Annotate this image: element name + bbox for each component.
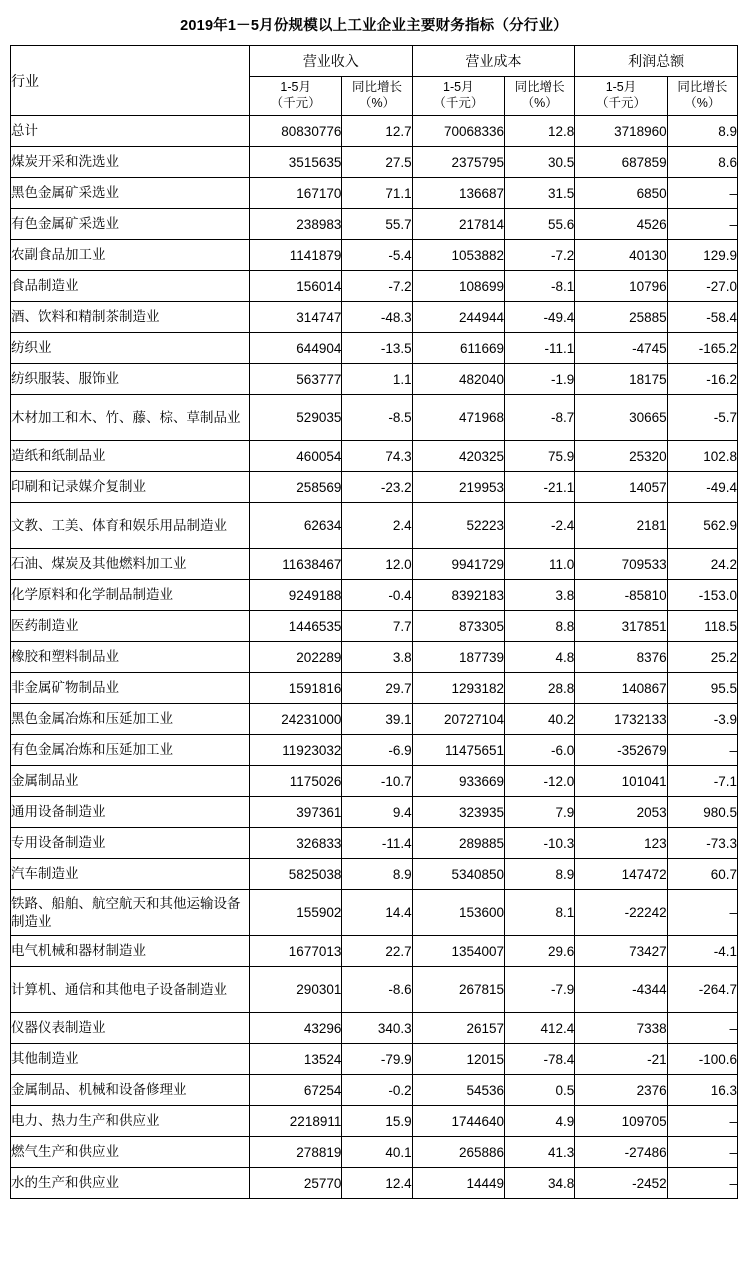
cell-revenue-value: 2218911 [249, 1106, 341, 1137]
cell-revenue-growth: -5.4 [342, 240, 412, 271]
subheader-cost-value [412, 77, 504, 116]
cell-cost-value: 289885 [412, 828, 504, 859]
cell-cost-value: 108699 [412, 271, 504, 302]
cell-profit-growth: 8.6 [667, 147, 737, 178]
cell-profit-value: -85810 [575, 580, 667, 611]
row-industry-name: 造纸和纸制品业 [11, 441, 250, 472]
subheader-line2: （%） [684, 96, 721, 110]
row-industry-name: 有色金属冶炼和压延加工业 [11, 735, 250, 766]
table-row [11, 395, 738, 441]
cell-profit-growth: -100.6 [667, 1044, 737, 1075]
cell-revenue-growth: 27.5 [342, 147, 412, 178]
cell-cost-value: 471968 [412, 395, 504, 441]
cell-cost-growth: 40.2 [505, 704, 575, 735]
cell-profit-growth: -165.2 [667, 333, 737, 364]
cell-profit-value: -352679 [575, 735, 667, 766]
table-row [11, 147, 738, 178]
cell-profit-value: -21 [575, 1044, 667, 1075]
cell-profit-value: 10796 [575, 271, 667, 302]
cell-profit-growth: -16.2 [667, 364, 737, 395]
subheader-line2: （千元） [433, 96, 484, 110]
cell-profit-growth: – [667, 1137, 737, 1168]
cell-revenue-value: 1446535 [249, 611, 341, 642]
cell-revenue-value: 1591816 [249, 673, 341, 704]
row-industry-name: 电力、热力生产和供应业 [11, 1106, 250, 1137]
cell-profit-value: 73427 [575, 936, 667, 967]
cell-revenue-growth: 39.1 [342, 704, 412, 735]
cell-profit-value: 3718960 [575, 116, 667, 147]
cell-profit-value: 18175 [575, 364, 667, 395]
cell-cost-value: 11475651 [412, 735, 504, 766]
cell-profit-growth: – [667, 209, 737, 240]
page-title: 2019年1－5月份规模以上工业企业主要财务指标（分行业） [180, 18, 568, 34]
table-row [11, 1044, 738, 1075]
cell-profit-value: 123 [575, 828, 667, 859]
cell-revenue-value: 258569 [249, 472, 341, 503]
row-industry-name: 燃气生产和供应业 [11, 1137, 250, 1168]
cell-profit-value: -27486 [575, 1137, 667, 1168]
subheader-line2: （%） [358, 96, 396, 110]
header-group-row [11, 46, 738, 77]
table-row [11, 611, 738, 642]
cell-cost-growth: 31.5 [505, 178, 575, 209]
cell-revenue-growth: 9.4 [342, 797, 412, 828]
table-row [11, 967, 738, 1013]
cell-cost-growth: 41.3 [505, 1137, 575, 1168]
cell-cost-value: 1744640 [412, 1106, 504, 1137]
table-row [11, 240, 738, 271]
cell-cost-value: 70068336 [412, 116, 504, 147]
cell-cost-value: 52223 [412, 503, 504, 549]
row-industry-name: 石油、煤炭及其他燃料加工业 [11, 549, 250, 580]
table-body [11, 116, 738, 1199]
cell-revenue-growth: 71.1 [342, 178, 412, 209]
row-industry-name: 汽车制造业 [11, 859, 250, 890]
row-industry-name: 黑色金属矿采选业 [11, 178, 250, 209]
row-industry-name: 木材加工和木、竹、藤、棕、草制品业 [11, 395, 250, 441]
table-row [11, 673, 738, 704]
cell-cost-value: 12015 [412, 1044, 504, 1075]
cell-cost-value: 933669 [412, 766, 504, 797]
cell-cost-growth: -6.0 [505, 735, 575, 766]
cell-revenue-value: 11923032 [249, 735, 341, 766]
cell-revenue-value: 5825038 [249, 859, 341, 890]
cell-cost-value: 26157 [412, 1013, 504, 1044]
cell-revenue-value: 43296 [249, 1013, 341, 1044]
row-industry-name: 酒、饮料和精制茶制造业 [11, 302, 250, 333]
table-row [11, 271, 738, 302]
subheader-profit-growth [667, 77, 737, 116]
subheader-line1: 1-5月 [605, 80, 637, 95]
cell-profit-growth: -27.0 [667, 271, 737, 302]
cell-profit-value: 1732133 [575, 704, 667, 735]
cell-profit-value: 25885 [575, 302, 667, 333]
table-row [11, 1106, 738, 1137]
table-row [11, 302, 738, 333]
cell-profit-growth: 25.2 [667, 642, 737, 673]
row-industry-name: 仪器仪表制造业 [11, 1013, 250, 1044]
cell-cost-value: 873305 [412, 611, 504, 642]
table-row [11, 642, 738, 673]
cell-revenue-growth: 3.8 [342, 642, 412, 673]
table-row [11, 1168, 738, 1199]
subheader-line1: 同比增长 [514, 80, 565, 95]
cell-cost-growth: -8.1 [505, 271, 575, 302]
cell-cost-value: 14449 [412, 1168, 504, 1199]
table-row [11, 116, 738, 147]
cell-revenue-growth: 12.4 [342, 1168, 412, 1199]
cell-revenue-growth: 2.4 [342, 503, 412, 549]
cell-cost-value: 611669 [412, 333, 504, 364]
cell-profit-value: 109705 [575, 1106, 667, 1137]
cell-profit-value: -4745 [575, 333, 667, 364]
cell-cost-growth: 412.4 [505, 1013, 575, 1044]
cell-revenue-growth: 12.7 [342, 116, 412, 147]
cell-profit-value: -4344 [575, 967, 667, 1013]
row-industry-name: 非金属矿物制品业 [11, 673, 250, 704]
cell-profit-growth: 8.9 [667, 116, 737, 147]
row-industry-name: 金属制品、机械和设备修理业 [11, 1075, 250, 1106]
table-row [11, 936, 738, 967]
cell-revenue-value: 1175026 [249, 766, 341, 797]
cell-revenue-value: 24231000 [249, 704, 341, 735]
cell-profit-growth: -73.3 [667, 828, 737, 859]
cell-revenue-growth: 1.1 [342, 364, 412, 395]
cell-cost-value: 8392183 [412, 580, 504, 611]
cell-revenue-growth: -79.9 [342, 1044, 412, 1075]
cell-cost-growth: 3.8 [505, 580, 575, 611]
cell-revenue-value: 3515635 [249, 147, 341, 178]
cell-profit-value: 2053 [575, 797, 667, 828]
row-industry-name: 纺织业 [11, 333, 250, 364]
cell-revenue-growth: 29.7 [342, 673, 412, 704]
row-industry-name: 食品制造业 [11, 271, 250, 302]
cell-profit-value: 7338 [575, 1013, 667, 1044]
cell-profit-growth: 102.8 [667, 441, 737, 472]
cell-profit-growth: 562.9 [667, 503, 737, 549]
cell-cost-growth: -1.9 [505, 364, 575, 395]
cell-cost-growth: 29.6 [505, 936, 575, 967]
cell-profit-growth: 24.2 [667, 549, 737, 580]
table-row [11, 549, 738, 580]
row-industry-name: 通用设备制造业 [11, 797, 250, 828]
financial-indicators-table [10, 45, 738, 1199]
cell-revenue-value: 155902 [249, 890, 341, 936]
cell-profit-value: 30665 [575, 395, 667, 441]
cell-revenue-growth: 14.4 [342, 890, 412, 936]
cell-cost-value: 1053882 [412, 240, 504, 271]
cell-revenue-growth: -8.5 [342, 395, 412, 441]
cell-profit-growth: 60.7 [667, 859, 737, 890]
cell-revenue-growth: 74.3 [342, 441, 412, 472]
cell-cost-growth: 0.5 [505, 1075, 575, 1106]
table-row [11, 178, 738, 209]
row-industry-name: 纺织服装、服饰业 [11, 364, 250, 395]
cell-profit-growth: – [667, 1013, 737, 1044]
cell-profit-growth: -4.1 [667, 936, 737, 967]
cell-revenue-value: 563777 [249, 364, 341, 395]
cell-cost-value: 136687 [412, 178, 504, 209]
table-row [11, 735, 738, 766]
cell-revenue-value: 1677013 [249, 936, 341, 967]
cell-profit-growth: -58.4 [667, 302, 737, 333]
cell-profit-growth: -264.7 [667, 967, 737, 1013]
cell-cost-growth: -49.4 [505, 302, 575, 333]
cell-revenue-value: 529035 [249, 395, 341, 441]
cell-revenue-value: 25770 [249, 1168, 341, 1199]
row-industry-name: 电气机械和器材制造业 [11, 936, 250, 967]
table-row [11, 472, 738, 503]
cell-profit-growth: 95.5 [667, 673, 737, 704]
column-group-operating-revenue: 营业收入 [249, 46, 412, 77]
cell-revenue-value: 644904 [249, 333, 341, 364]
subheader-line2: （千元） [270, 96, 321, 110]
cell-cost-growth: 8.8 [505, 611, 575, 642]
cell-revenue-growth: -23.2 [342, 472, 412, 503]
table-row [11, 441, 738, 472]
cell-revenue-value: 156014 [249, 271, 341, 302]
cell-revenue-growth: -7.2 [342, 271, 412, 302]
cell-cost-growth: 8.9 [505, 859, 575, 890]
cell-cost-value: 323935 [412, 797, 504, 828]
cell-profit-growth: -7.1 [667, 766, 737, 797]
cell-revenue-value: 1141879 [249, 240, 341, 271]
cell-profit-value: 147472 [575, 859, 667, 890]
subheader-line1: 1-5月 [443, 80, 474, 95]
row-industry-name: 橡胶和塑料制品业 [11, 642, 250, 673]
subheader-profit-value [575, 77, 667, 116]
cell-cost-growth: -7.2 [505, 240, 575, 271]
cell-profit-value: 317851 [575, 611, 667, 642]
cell-profit-value: 101041 [575, 766, 667, 797]
cell-profit-growth: 16.3 [667, 1075, 737, 1106]
cell-profit-growth: 980.5 [667, 797, 737, 828]
cell-profit-value: 4526 [575, 209, 667, 240]
cell-profit-growth: – [667, 890, 737, 936]
cell-cost-growth: 55.6 [505, 209, 575, 240]
row-industry-name: 黑色金属冶炼和压延加工业 [11, 704, 250, 735]
table-row [11, 828, 738, 859]
cell-revenue-value: 202289 [249, 642, 341, 673]
cell-revenue-value: 290301 [249, 967, 341, 1013]
cell-cost-growth: 7.9 [505, 797, 575, 828]
cell-profit-value: 709533 [575, 549, 667, 580]
row-industry-name: 印刷和记录媒介复制业 [11, 472, 250, 503]
table-row [11, 1013, 738, 1044]
cell-profit-growth: -3.9 [667, 704, 737, 735]
cell-revenue-growth: 8.9 [342, 859, 412, 890]
row-industry-name: 化学原料和化学制品制造业 [11, 580, 250, 611]
subheader-line1: 1-5月 [280, 80, 311, 95]
cell-revenue-growth: 12.0 [342, 549, 412, 580]
cell-profit-growth: – [667, 178, 737, 209]
table-row [11, 503, 738, 549]
cell-profit-value: 687859 [575, 147, 667, 178]
row-industry-name: 水的生产和供应业 [11, 1168, 250, 1199]
cell-profit-value: 2376 [575, 1075, 667, 1106]
cell-revenue-value: 314747 [249, 302, 341, 333]
cell-profit-growth: – [667, 1106, 737, 1137]
cell-cost-value: 420325 [412, 441, 504, 472]
table-row [11, 333, 738, 364]
cell-cost-growth: 12.8 [505, 116, 575, 147]
cell-cost-growth: 30.5 [505, 147, 575, 178]
cell-revenue-growth: 55.7 [342, 209, 412, 240]
column-group-operating-cost: 营业成本 [412, 46, 575, 77]
subheader-line1: 同比增长 [351, 80, 402, 95]
table-row [11, 1137, 738, 1168]
cell-revenue-value: 326833 [249, 828, 341, 859]
cell-revenue-growth: -6.9 [342, 735, 412, 766]
cell-revenue-value: 460054 [249, 441, 341, 472]
cell-profit-value: 25320 [575, 441, 667, 472]
cell-cost-value: 187739 [412, 642, 504, 673]
cell-profit-growth: 129.9 [667, 240, 737, 271]
cell-cost-value: 153600 [412, 890, 504, 936]
cell-cost-growth: -12.0 [505, 766, 575, 797]
cell-cost-growth: 11.0 [505, 549, 575, 580]
cell-revenue-growth: -0.4 [342, 580, 412, 611]
cell-cost-growth: 75.9 [505, 441, 575, 472]
cell-revenue-value: 13524 [249, 1044, 341, 1075]
cell-revenue-growth: 7.7 [342, 611, 412, 642]
cell-cost-value: 217814 [412, 209, 504, 240]
row-industry-name: 农副食品加工业 [11, 240, 250, 271]
subheader-cost-growth [505, 77, 575, 116]
subheader-line1: 同比增长 [677, 80, 728, 95]
cell-revenue-growth: 22.7 [342, 936, 412, 967]
table-row [11, 1075, 738, 1106]
cell-profit-value: -22242 [575, 890, 667, 936]
table-row [11, 364, 738, 395]
cell-revenue-value: 238983 [249, 209, 341, 240]
cell-cost-value: 265886 [412, 1137, 504, 1168]
row-industry-name: 铁路、船舶、航空航天和其他运输设备制造业 [11, 890, 250, 936]
cell-revenue-growth: 340.3 [342, 1013, 412, 1044]
row-industry-name: 金属制品业 [11, 766, 250, 797]
row-industry-name: 医药制造业 [11, 611, 250, 642]
cell-revenue-growth: -11.4 [342, 828, 412, 859]
cell-cost-value: 20727104 [412, 704, 504, 735]
row-industry-name: 煤炭开采和洗选业 [11, 147, 250, 178]
cell-revenue-value: 67254 [249, 1075, 341, 1106]
cell-profit-value: 40130 [575, 240, 667, 271]
table-row [11, 766, 738, 797]
subheader-line2: （%） [521, 96, 558, 110]
cell-revenue-growth: -48.3 [342, 302, 412, 333]
cell-cost-value: 1354007 [412, 936, 504, 967]
row-industry-name: 文教、工美、体育和娱乐用品制造业 [11, 503, 250, 549]
cell-revenue-growth: 40.1 [342, 1137, 412, 1168]
cell-cost-growth: -10.3 [505, 828, 575, 859]
cell-cost-growth: 28.8 [505, 673, 575, 704]
cell-cost-value: 9941729 [412, 549, 504, 580]
table-row [11, 209, 738, 240]
cell-cost-growth: 4.8 [505, 642, 575, 673]
cell-cost-growth: -11.1 [505, 333, 575, 364]
cell-cost-growth: -21.1 [505, 472, 575, 503]
table-header [11, 46, 738, 116]
row-industry-name: 计算机、通信和其他电子设备制造业 [11, 967, 250, 1013]
cell-profit-value: 6850 [575, 178, 667, 209]
table-row [11, 859, 738, 890]
cell-revenue-value: 11638467 [249, 549, 341, 580]
cell-profit-value: 14057 [575, 472, 667, 503]
cell-profit-growth: – [667, 1168, 737, 1199]
cell-cost-growth: -2.4 [505, 503, 575, 549]
cell-revenue-growth: -8.6 [342, 967, 412, 1013]
column-header-industry: 行业 [11, 46, 250, 116]
table-row [11, 580, 738, 611]
cell-profit-growth: -49.4 [667, 472, 737, 503]
cell-profit-growth: 118.5 [667, 611, 737, 642]
cell-cost-value: 54536 [412, 1075, 504, 1106]
cell-revenue-value: 167170 [249, 178, 341, 209]
table-row [11, 797, 738, 828]
row-industry-name: 专用设备制造业 [11, 828, 250, 859]
cell-revenue-growth: 15.9 [342, 1106, 412, 1137]
cell-cost-growth: 8.1 [505, 890, 575, 936]
cell-profit-growth: – [667, 735, 737, 766]
row-industry-name: 有色金属矿采选业 [11, 209, 250, 240]
cell-cost-value: 267815 [412, 967, 504, 1013]
cell-profit-growth: -5.7 [667, 395, 737, 441]
cell-revenue-value: 9249188 [249, 580, 341, 611]
cell-revenue-value: 278819 [249, 1137, 341, 1168]
cell-profit-value: -2452 [575, 1168, 667, 1199]
subheader-line2: （千元） [595, 96, 646, 110]
row-industry-name: 其他制造业 [11, 1044, 250, 1075]
column-group-total-profit: 利润总额 [575, 46, 738, 77]
cell-revenue-growth: -0.2 [342, 1075, 412, 1106]
subheader-revenue-growth [342, 77, 412, 116]
cell-profit-value: 140867 [575, 673, 667, 704]
table-row [11, 704, 738, 735]
cell-cost-growth: -8.7 [505, 395, 575, 441]
cell-revenue-growth: -13.5 [342, 333, 412, 364]
cell-revenue-growth: -10.7 [342, 766, 412, 797]
cell-revenue-value: 80830776 [249, 116, 341, 147]
cell-profit-value: 2181 [575, 503, 667, 549]
row-industry-name: 总计 [11, 116, 250, 147]
cell-profit-value: 8376 [575, 642, 667, 673]
cell-cost-growth: 34.8 [505, 1168, 575, 1199]
cell-cost-growth: 4.9 [505, 1106, 575, 1137]
cell-profit-growth: -153.0 [667, 580, 737, 611]
cell-cost-growth: -7.9 [505, 967, 575, 1013]
cell-revenue-value: 62634 [249, 503, 341, 549]
cell-revenue-value: 397361 [249, 797, 341, 828]
cell-cost-value: 1293182 [412, 673, 504, 704]
cell-cost-growth: -78.4 [505, 1044, 575, 1075]
cell-cost-value: 2375795 [412, 147, 504, 178]
cell-cost-value: 5340850 [412, 859, 504, 890]
subheader-revenue-value [249, 77, 341, 116]
cell-cost-value: 482040 [412, 364, 504, 395]
cell-cost-value: 244944 [412, 302, 504, 333]
cell-cost-value: 219953 [412, 472, 504, 503]
table-row [11, 890, 738, 936]
